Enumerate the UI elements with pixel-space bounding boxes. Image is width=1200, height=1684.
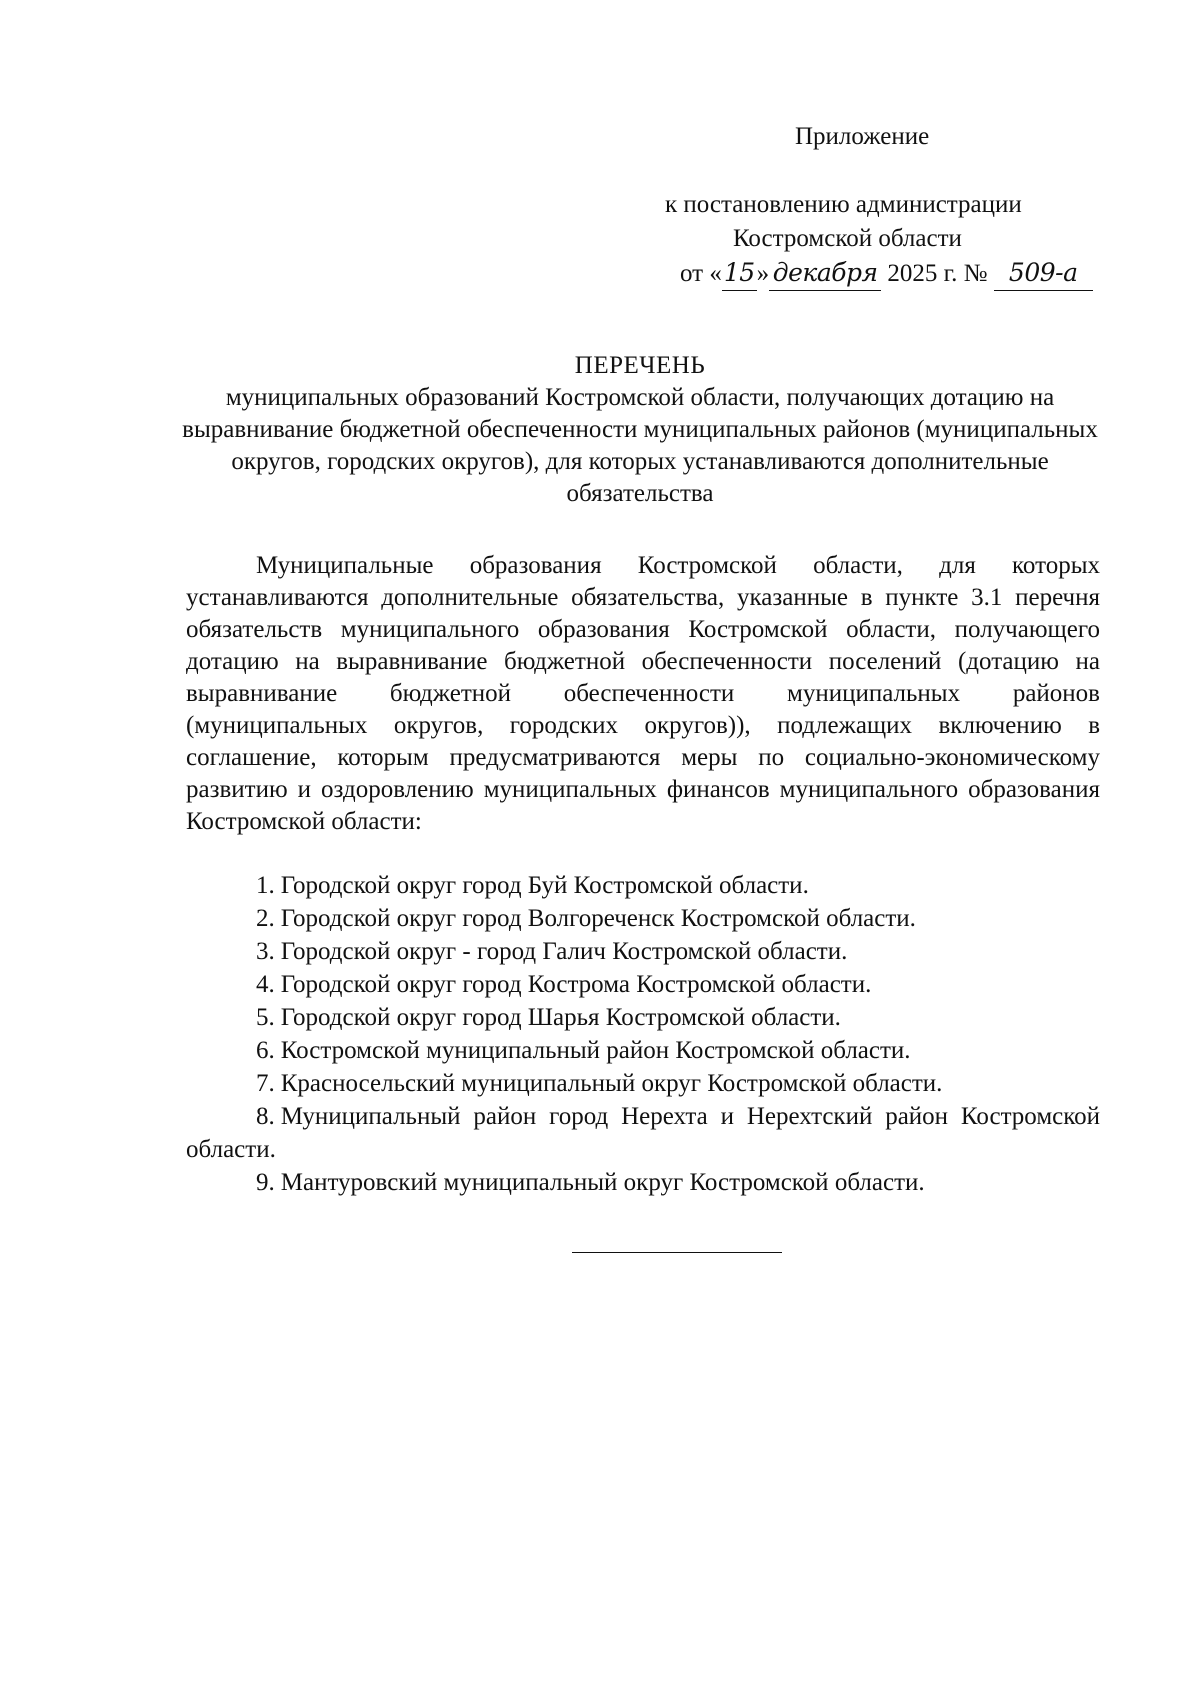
- body-paragraph: Муниципальные образования Костромской области, для которых устанавливаются дополнительные обязательства, указанные в пункте 3.1 перечня обязательств муниципального образования Костромской области, получающего дотацию на выравнивание бюджетной обеспеченности поселений (дотацию на выравнивание бюджетной обеспеченности муниципальных районов (муниципальных округов, городских округов)), подлежащих включению в соглашение, которым предусматриваются меры по социально-экономическому развитию и оздоровлению муниципальных финансов муниципального образования Костромской области:: [186, 552, 1100, 835]
- list-item: [186, 968, 1100, 1001]
- list-item-number: 4.: [256, 971, 275, 998]
- document-number-handwritten: 509-а: [994, 256, 1093, 291]
- list-item-number: 5.: [256, 1004, 275, 1031]
- heading-subtitle: муниципальных образований Костромской области, получающих дотацию на выравнивание бюджетной обеспеченности муниципальных районов (муниципальных округов, городских округов), для которых устанавливаются дополнительные обязательства: [182, 384, 1098, 507]
- list-item-text: Муниципальный район город Нерехта и Нерехтский район Костромской области.: [186, 1103, 1100, 1163]
- date-year: 2025 г. №: [887, 260, 988, 287]
- list-item-text: Городской округ город Буй Костромской области.: [280, 872, 809, 899]
- date-month-handwritten: декабря: [769, 256, 881, 291]
- appendix-region-line: Костромской области: [733, 225, 962, 252]
- list-item-number: 2.: [256, 905, 275, 932]
- date-day-handwritten: 15: [722, 256, 757, 291]
- appendix-title: Приложение: [795, 123, 930, 150]
- list-item: [186, 902, 1100, 935]
- list-item-number: 6.: [256, 1037, 275, 1064]
- municipalities-list: [186, 869, 1100, 1199]
- list-item-text: Красносельский муниципальный округ Костромской области.: [280, 1070, 943, 1097]
- list-item-text: Городской округ город Волгореченск Костромской области.: [280, 905, 916, 932]
- document-heading: [180, 350, 1100, 510]
- list-item: [186, 1067, 1100, 1100]
- list-item: [186, 869, 1100, 902]
- date-mid: »: [756, 260, 770, 287]
- heading-title: ПЕРЕЧЕНЬ: [574, 352, 706, 379]
- list-item-number: 8.: [256, 1103, 275, 1130]
- list-item-text: Городской округ город Кострома Костромской области.: [280, 971, 872, 998]
- list-item: [186, 1001, 1100, 1034]
- appendix-resolution-line: к постановлению администрации: [665, 191, 1022, 218]
- appendix-date-line: [680, 256, 1093, 291]
- list-item: [186, 1100, 1100, 1166]
- end-divider-line: [572, 1252, 782, 1253]
- date-prefix: от «: [680, 260, 722, 287]
- list-item-text: Мантуровский муниципальный округ Костромской области.: [280, 1169, 925, 1196]
- list-item: [186, 1034, 1100, 1067]
- list-item-text: Городской округ город Шарья Костромской области.: [280, 1004, 841, 1031]
- list-item-number: 7.: [256, 1070, 275, 1097]
- list-item-text: Городской округ - город Галич Костромской области.: [280, 938, 848, 965]
- list-item-number: 9.: [256, 1169, 275, 1196]
- list-item-number: 1.: [256, 872, 275, 899]
- list-item-text: Костромской муниципальный район Костромской области.: [280, 1037, 911, 1064]
- list-item: [186, 935, 1100, 968]
- list-item-number: 3.: [256, 938, 275, 965]
- list-item: [186, 1166, 1100, 1199]
